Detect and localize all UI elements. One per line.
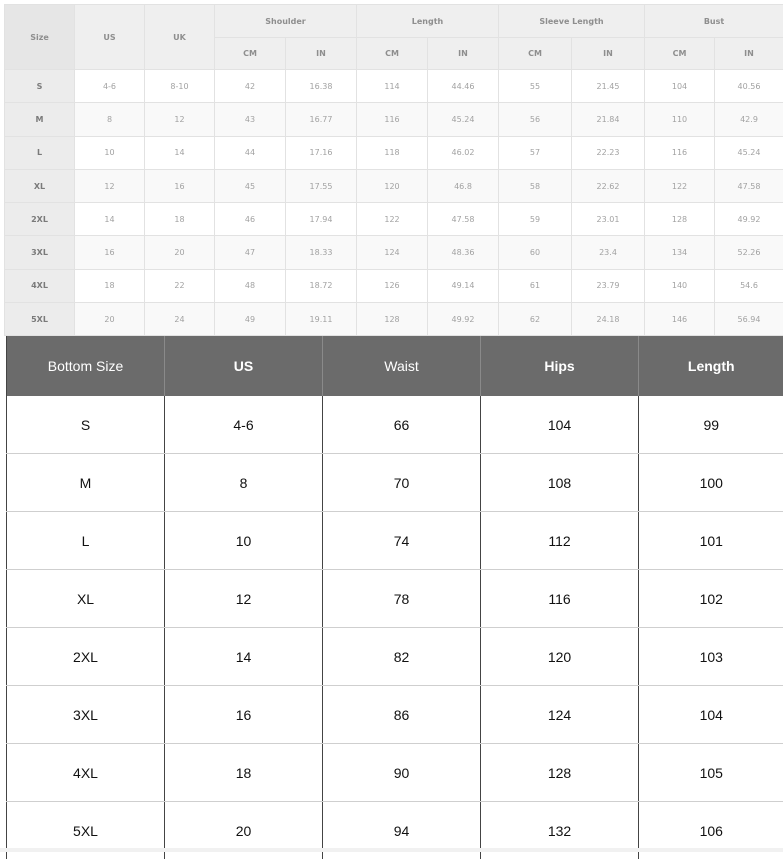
table-row (7, 512, 783, 570)
table-cell: 59 (499, 203, 572, 236)
table-cell: 49 (215, 303, 286, 336)
table-cell: 100 (639, 454, 783, 512)
size-cell: 3XL (5, 236, 75, 269)
table-cell: 56.94 (715, 303, 783, 336)
table-row (5, 103, 783, 136)
hips-header: Hips (481, 336, 639, 396)
table-cell: 122 (357, 203, 428, 236)
size-cell: 3XL (7, 686, 165, 744)
table-cell: 118 (357, 136, 428, 169)
table-cell: 22.62 (572, 169, 645, 202)
table-cell: 21.84 (572, 103, 645, 136)
table-cell: 146 (645, 303, 715, 336)
table-cell: 104 (645, 70, 715, 103)
table-cell: 20 (75, 303, 145, 336)
table-cell: 42.9 (715, 103, 783, 136)
table-cell: 12 (165, 570, 323, 628)
table-cell: 22.23 (572, 136, 645, 169)
table-cell: 62 (499, 303, 572, 336)
table-row (7, 570, 783, 628)
table-cell: 116 (645, 136, 715, 169)
table-cell: 18 (165, 744, 323, 802)
table-cell: 128 (645, 203, 715, 236)
table-cell: 116 (357, 103, 428, 136)
table-cell: 70 (323, 454, 481, 512)
table-cell: 122 (645, 169, 715, 202)
table-cell: 18 (145, 203, 215, 236)
size-cell: XL (5, 169, 75, 202)
table-cell: 132 (481, 802, 639, 859)
table-cell: 8-10 (145, 70, 215, 103)
table-cell: 78 (323, 570, 481, 628)
table-cell: 47 (215, 236, 286, 269)
table-cell: 17.55 (286, 169, 357, 202)
table-cell: 101 (639, 512, 783, 570)
table-cell: 74 (323, 512, 481, 570)
table-cell: 126 (357, 269, 428, 302)
table-cell: 14 (75, 203, 145, 236)
table-cell: 57 (499, 136, 572, 169)
table-cell: 10 (75, 136, 145, 169)
table-cell: 140 (645, 269, 715, 302)
table-cell: 19.11 (286, 303, 357, 336)
unit-header: IN (715, 38, 783, 70)
us-header: US (165, 336, 323, 396)
unit-header: IN (572, 38, 645, 70)
table-cell: 104 (481, 396, 639, 454)
table-cell: 45.24 (428, 103, 499, 136)
table-cell: 61 (499, 269, 572, 302)
table-cell: 18.72 (286, 269, 357, 302)
table-cell: 45.24 (715, 136, 783, 169)
size-cell: L (5, 136, 75, 169)
table-cell: 49.14 (428, 269, 499, 302)
table-cell: 18 (75, 269, 145, 302)
table-cell: 24 (145, 303, 215, 336)
table-cell: 16 (145, 169, 215, 202)
table-row (5, 169, 783, 202)
table-cell: 16.38 (286, 70, 357, 103)
table-cell: 22 (145, 269, 215, 302)
table-row (5, 269, 783, 302)
unit-header: CM (499, 38, 572, 70)
table-cell: 134 (645, 236, 715, 269)
table-cell: 14 (145, 136, 215, 169)
size-cell: 5XL (5, 303, 75, 336)
table-cell: 4-6 (165, 396, 323, 454)
table-row (5, 303, 783, 336)
table-cell: 116 (481, 570, 639, 628)
table-cell: 90 (323, 744, 481, 802)
table-cell: 108 (481, 454, 639, 512)
sleeve-length-header: Sleeve Length (499, 5, 645, 38)
table-cell: 47.58 (715, 169, 783, 202)
table-row (7, 686, 783, 744)
table-cell: 114 (357, 70, 428, 103)
unit-header: CM (215, 38, 286, 70)
table-row (7, 454, 783, 512)
table-cell: 94 (323, 802, 481, 859)
size-header: Size (5, 5, 75, 70)
table-cell: 120 (357, 169, 428, 202)
table-row (7, 744, 783, 802)
top-table-body (5, 70, 783, 336)
table-cell: 48.36 (428, 236, 499, 269)
table-cell: 52.26 (715, 236, 783, 269)
size-cell: XL (7, 570, 165, 628)
table-row (5, 136, 783, 169)
table-cell: 40.56 (715, 70, 783, 103)
table-cell: 55 (499, 70, 572, 103)
table-cell: 4-6 (75, 70, 145, 103)
bust-header: Bust (645, 5, 783, 38)
table-cell: 128 (481, 744, 639, 802)
length-header: Length (639, 336, 783, 396)
table-cell: 8 (165, 454, 323, 512)
table-cell: 46.8 (428, 169, 499, 202)
table-cell: 21.45 (572, 70, 645, 103)
table-row (5, 70, 783, 103)
table-cell: 17.16 (286, 136, 357, 169)
table-cell: 86 (323, 686, 481, 744)
table-cell: 104 (639, 686, 783, 744)
bottom-table-body (7, 396, 783, 859)
table-cell: 46.02 (428, 136, 499, 169)
table-cell: 23.4 (572, 236, 645, 269)
table-cell: 120 (481, 628, 639, 686)
size-cell: 4XL (7, 744, 165, 802)
table-cell: 112 (481, 512, 639, 570)
table-cell: 105 (639, 744, 783, 802)
table-cell: 124 (481, 686, 639, 744)
table-row (5, 236, 783, 269)
table-cell: 49.92 (428, 303, 499, 336)
table-cell: 17.94 (286, 203, 357, 236)
unit-header: IN (286, 38, 357, 70)
table-cell: 58 (499, 169, 572, 202)
table-cell: 45 (215, 169, 286, 202)
size-cell: 5XL (7, 802, 165, 859)
table-cell: 103 (639, 628, 783, 686)
table-cell: 47.58 (428, 203, 499, 236)
table-cell: 56 (499, 103, 572, 136)
table-cell: 20 (165, 802, 323, 859)
table-row (7, 396, 783, 454)
table-cell: 16 (75, 236, 145, 269)
table-cell: 12 (145, 103, 215, 136)
table-cell: 60 (499, 236, 572, 269)
table-cell: 8 (75, 103, 145, 136)
size-cell: S (5, 70, 75, 103)
uk-header: UK (145, 5, 215, 70)
waist-header: Waist (323, 336, 481, 396)
table-cell: 16.77 (286, 103, 357, 136)
table-row (7, 628, 783, 686)
size-cell: 4XL (5, 269, 75, 302)
table-cell: 124 (357, 236, 428, 269)
top-size-chart (4, 4, 783, 336)
table-cell: 42 (215, 70, 286, 103)
table-cell: 99 (639, 396, 783, 454)
table-cell: 128 (357, 303, 428, 336)
table-cell: 106 (639, 802, 783, 859)
shoulder-header: Shoulder (215, 5, 357, 38)
bottom-size-header: Bottom Size (7, 336, 165, 396)
table-cell: 16 (165, 686, 323, 744)
length-header: Length (357, 5, 499, 38)
table-cell: 82 (323, 628, 481, 686)
table-cell: 24.18 (572, 303, 645, 336)
table-row (5, 203, 783, 236)
unit-header: CM (645, 38, 715, 70)
table-cell: 43 (215, 103, 286, 136)
footer-divider (0, 848, 783, 852)
bottom-size-chart (6, 336, 783, 859)
unit-header: IN (428, 38, 499, 70)
size-cell: M (7, 454, 165, 512)
table-cell: 66 (323, 396, 481, 454)
table-cell: 102 (639, 570, 783, 628)
size-cell: M (5, 103, 75, 136)
table-cell: 110 (645, 103, 715, 136)
table-cell: 49.92 (715, 203, 783, 236)
table-cell: 23.01 (572, 203, 645, 236)
table-cell: 46 (215, 203, 286, 236)
size-cell: 2XL (5, 203, 75, 236)
size-cell: S (7, 396, 165, 454)
table-cell: 10 (165, 512, 323, 570)
table-cell: 44 (215, 136, 286, 169)
unit-header: CM (357, 38, 428, 70)
size-cell: 2XL (7, 628, 165, 686)
table-cell: 12 (75, 169, 145, 202)
table-cell: 44.46 (428, 70, 499, 103)
table-cell: 18.33 (286, 236, 357, 269)
size-cell: L (7, 512, 165, 570)
table-cell: 48 (215, 269, 286, 302)
table-cell: 20 (145, 236, 215, 269)
table-cell: 14 (165, 628, 323, 686)
table-cell: 23.79 (572, 269, 645, 302)
us-header: US (75, 5, 145, 70)
table-cell: 54.6 (715, 269, 783, 302)
